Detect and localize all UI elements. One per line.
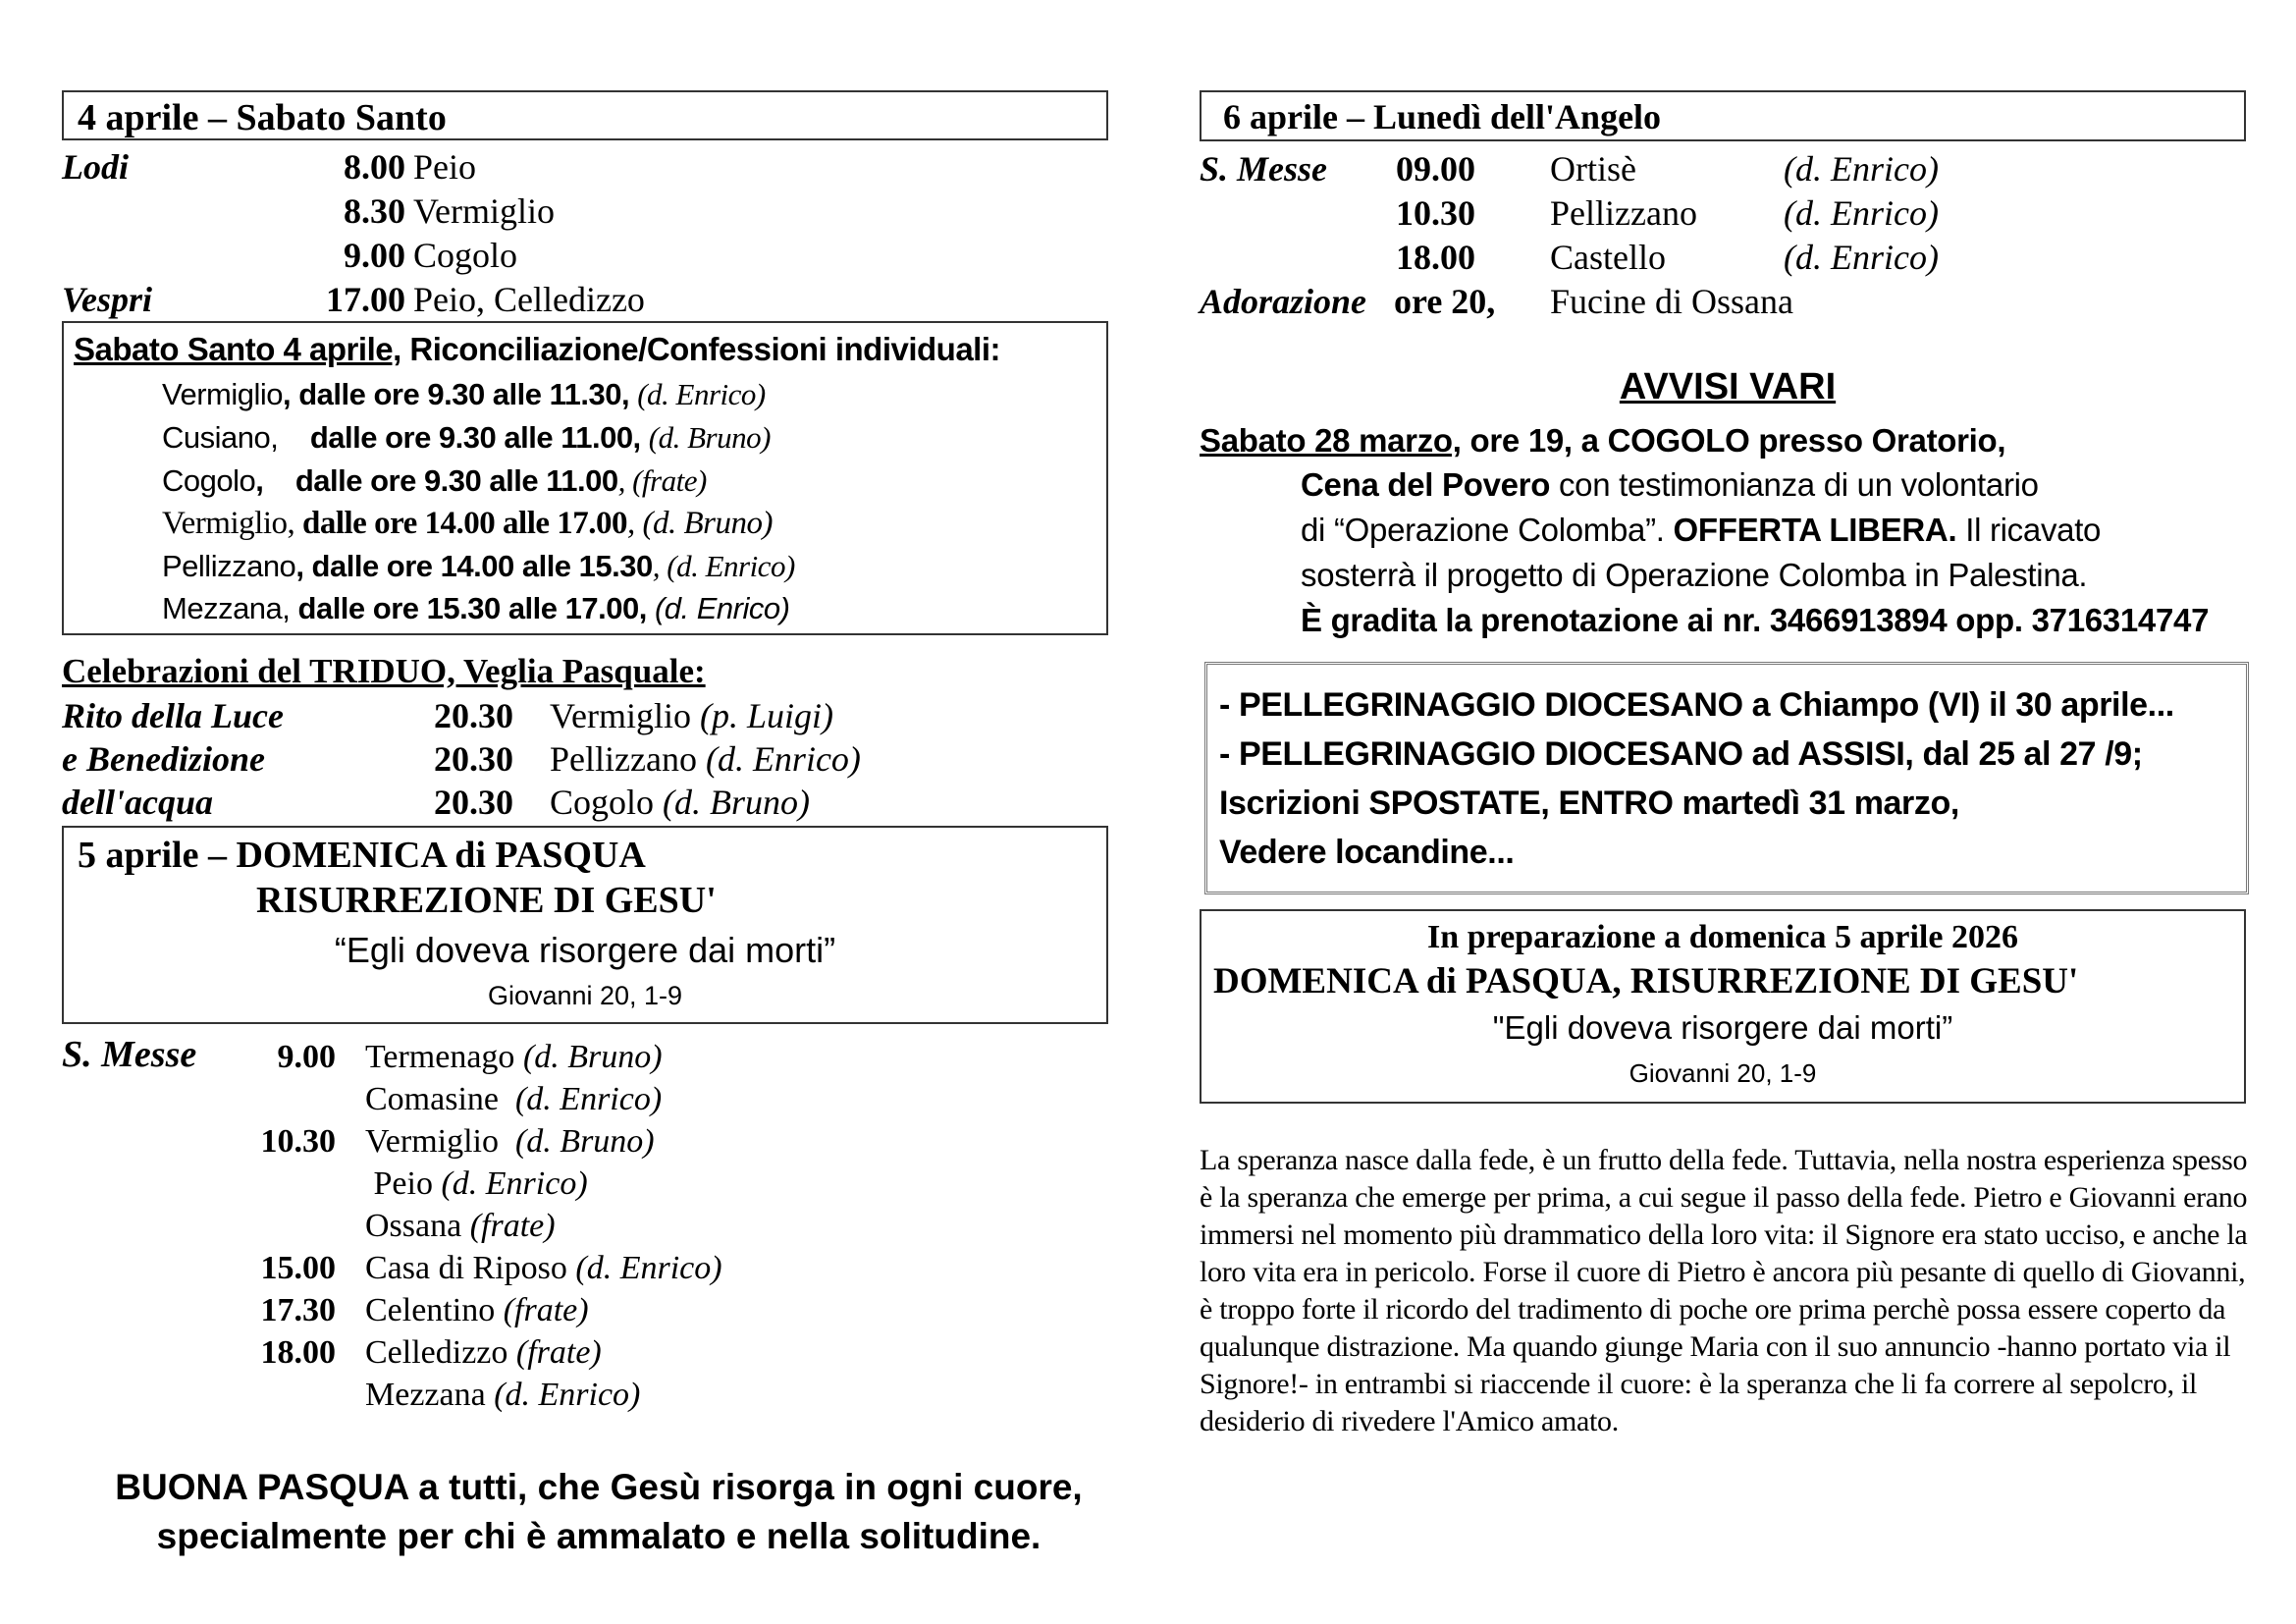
pasqua-quote: “Egli doveva risorgere dai morti”	[334, 930, 836, 970]
confessione-place: Cusiano,	[162, 420, 279, 455]
confessione-priest: , (d. Bruno)	[627, 506, 773, 541]
preparazione-line: In preparazione a domenica 5 aprile 2026	[1427, 919, 2018, 955]
lunedi-angelo-header	[1200, 90, 2246, 141]
triduo-label: Rito della Luce	[62, 696, 284, 735]
triduo-place: Pellizzano (d. Enrico)	[550, 739, 861, 779]
schedule-label: Vespri	[62, 280, 153, 319]
confessione-line	[162, 377, 766, 412]
pasqua-reference: Giovanni 20, 1-9	[487, 981, 683, 1010]
pasqua-subtitle: RISURREZIONE DI GESU'	[256, 880, 717, 921]
triduo-time: 20.30	[434, 783, 513, 822]
preparazione-quote: "Egli doveva risorgere dai morti”	[1492, 1009, 1953, 1046]
triduo-label: e Benedizione	[62, 739, 265, 779]
confessione-hours: dalle ore 14.00 alle 15.30	[311, 549, 653, 583]
schedule-place: Peio, Celledizzo	[413, 280, 645, 319]
schedule-time: 9.00	[344, 236, 405, 275]
confessione-place: Mezzana,	[162, 591, 298, 625]
schedule-label: Lodi	[62, 147, 129, 187]
confessione-place: Vermiglio	[162, 377, 283, 411]
sabato-santo-header	[62, 90, 1108, 140]
pasqua-box	[62, 826, 1108, 1024]
confessione-sep	[278, 420, 309, 455]
triduo-label: dell'acqua	[62, 783, 213, 822]
confessioni-date: Sabato Santo 4 aprile,	[74, 331, 401, 367]
confessione-sep: ,	[255, 463, 295, 498]
confessione-sep: ,	[295, 549, 312, 583]
confessione-priest: , (d. Enrico)	[652, 549, 795, 583]
triduo-time: 20.30	[434, 696, 513, 735]
avviso-line: Sabato 28 marzo, ore 19, a COGOLO presso Oratorio,	[1200, 422, 2006, 459]
lunedi-angelo-title: 6 aprile – Lunedì dell'Angelo	[1223, 97, 1662, 136]
triduo-place: Vermiglio (p. Luigi)	[550, 696, 833, 735]
schedule-place: Cogolo	[413, 236, 518, 275]
sabato-santo-title: 4 aprile – Sabato Santo	[78, 97, 447, 138]
triduo-place: Cogolo (d. Bruno)	[550, 783, 810, 822]
greeting-line-1: BUONA PASQUA a tutti, che Gesù risorga in ogni cuore,	[115, 1467, 1083, 1507]
triduo-title: Celebrazioni del TRIDUO, Veglia Pasquale:	[62, 652, 706, 690]
confessione-place: Cogolo	[162, 463, 256, 498]
confessione-line	[162, 420, 771, 456]
avviso-line: Cena del Povero con testimonianza di un volontario	[1301, 466, 2039, 503]
pellegrinaggio-line: Vedere locandine...	[1219, 834, 1515, 871]
triduo-time: 20.30	[434, 739, 513, 779]
confessione-priest: (d. Bruno)	[648, 420, 771, 455]
confessione-priest: (d. Enrico)	[637, 377, 766, 411]
reflection-paragraph: La speranza nasce dalla fede, è un frutto della fede. Tuttavia, nella nostra esperienza spesso è la speranza che emerge per prima, a cui segue il passo della fede. Pietro e Giovanni erano immersi nel momento più drammatico della loro vita: il Signore era stato ucciso, e anche la loro vita era in pericolo. Forse il cuore di Pietro è ancora più pesante di quello di Giovanni, è troppo forte il ricordo del tradimento di poche ore prima perchè possa essere coperto da qualunque distrazione. Ma quando giunge Maria con il suo annuncio -hanno portato via il Signore!- in entrambi si riaccende il cuore: è la speranza che li fa correre al sepolcro, il desiderio di rivedere l'Amico amato.	[1200, 1144, 2248, 1437]
confessioni-title: Riconciliazione/Confessioni individuali:	[400, 331, 1001, 367]
avviso-line: di “Operazione Colomba”. OFFERTA LIBERA. Il ricavato	[1301, 512, 2102, 548]
confessione-place: Vermiglio,	[162, 506, 302, 541]
schedule-time: 17.00	[326, 280, 405, 319]
confessione-line	[162, 549, 795, 584]
confessione-line	[162, 506, 773, 542]
pellegrinaggio-line: - PELLEGRINAGGIO DIOCESANO a Chiampo (VI) il 30 aprile...	[1219, 686, 2174, 724]
easter-greeting	[39, 1463, 1158, 1561]
pellegrinaggi-box	[1204, 662, 2249, 894]
preparazione-reference: Giovanni 20, 1-9	[1629, 1058, 1817, 1088]
confessione-hours: dalle ore 9.30 alle 11.30,	[298, 377, 630, 411]
pellegrinaggio-line: - PELLEGRINAGGIO DIOCESANO ad ASSISI, dal 25 al 27 /9;	[1219, 735, 2143, 773]
avviso-phone-line: È gradita la prenotazione ai nr. 3466913894 opp. 3716314747	[1301, 602, 2210, 638]
pasqua-title: 5 aprile – DOMENICA di PASQUA	[78, 835, 646, 876]
confessione-hours: dalle ore 9.30 alle 11.00,	[309, 420, 641, 455]
pellegrinaggio-line: Iscrizioni SPOSTATE, ENTRO martedì 31 marzo,	[1219, 785, 1959, 822]
avviso-line: sosterrà il progetto di Operazione Colomba in Palestina.	[1301, 557, 2088, 593]
confessione-hours: dalle ore 14.00 alle 17.00	[301, 506, 628, 541]
confessione-hours: dalle ore 15.30 alle 17.00,	[297, 591, 647, 625]
confessione-place: Pellizzano	[162, 549, 296, 583]
confessione-priest: , (frate)	[617, 463, 707, 498]
preparazione-title: DOMENICA di PASQUA, RISURREZIONE DI GESU'	[1213, 961, 2079, 1001]
schedule-time: 8.30	[344, 191, 405, 231]
preparazione-box	[1200, 909, 2246, 1104]
greeting-line-2: specialmente per chi è ammalato e nella solitudine.	[156, 1516, 1041, 1556]
schedule-place: Vermiglio	[413, 191, 555, 231]
avvisi-title: AVVISI VARI	[1619, 366, 1837, 407]
confessioni-header	[74, 331, 1000, 368]
confessione-line	[162, 591, 789, 626]
confessione-hours: dalle ore 9.30 alle 11.00	[294, 463, 618, 498]
confessione-sep: ,	[283, 377, 299, 411]
schedule-time: 8.00	[344, 147, 405, 187]
confessione-priest: (d. Enrico)	[646, 591, 790, 625]
schedule-place: Peio	[413, 147, 477, 187]
confessione-line	[162, 463, 707, 499]
confessioni-box	[62, 321, 1108, 635]
